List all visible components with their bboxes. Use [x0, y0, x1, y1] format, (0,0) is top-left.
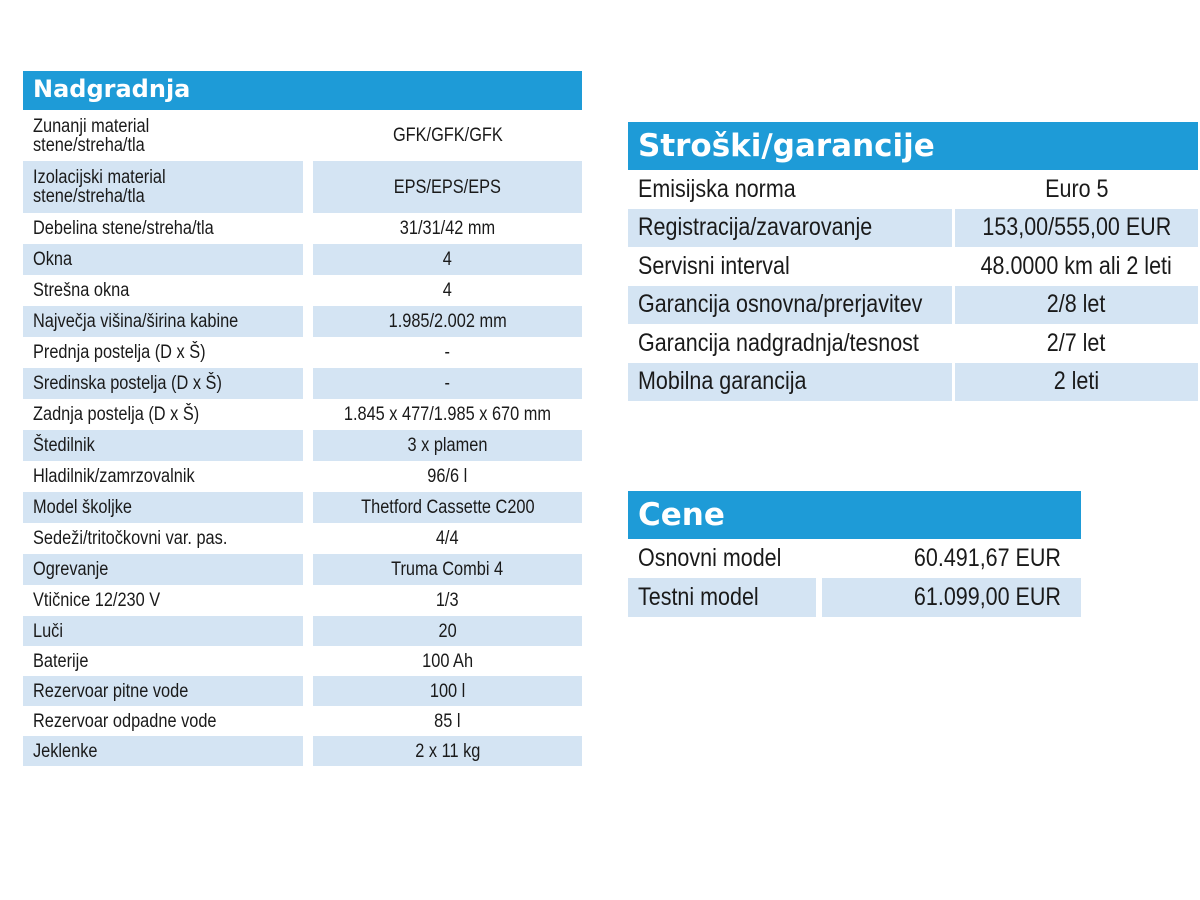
row-value: 2 leti [955, 363, 1198, 402]
table-row [23, 244, 582, 275]
row-label: Emisijska norma [638, 174, 796, 203]
cene-table [628, 491, 1081, 617]
row-label: Vtičnice 12/230 V [33, 590, 161, 611]
row-label: Garancija osnovna/prerjavitev [628, 286, 952, 325]
table-row [23, 646, 582, 676]
table-row [23, 275, 582, 306]
row-label: Baterije [33, 650, 89, 672]
stroski-table [628, 122, 1198, 401]
row-label: Debelina stene/streha/tla [33, 218, 214, 239]
row-value: 20 [313, 616, 582, 646]
table-row [23, 399, 582, 430]
table-row [628, 578, 1081, 617]
row-label: Štedilnik [23, 430, 303, 461]
row-label: Model školjke [23, 492, 303, 523]
row-label: Zadnja postelja (D x Š) [33, 404, 200, 425]
row-value: 3 x plamen [313, 430, 582, 461]
row-label: Ogrevanje [23, 554, 303, 585]
row-label: Osnovni model [638, 544, 782, 572]
table-row [23, 430, 582, 461]
row-label: Hladilnik/zamrzovalnik [33, 466, 195, 487]
table-row [23, 706, 582, 736]
row-label: Garancija nadgradnja/tesnost [638, 328, 919, 357]
row-label: Strešna okna [33, 280, 130, 301]
row-value: 4 [313, 244, 582, 275]
table-row [23, 736, 582, 766]
table-row [23, 461, 582, 492]
row-label: Izolacijski material stene/streha/tla [23, 161, 303, 213]
row-value: 31/31/42 mm [399, 218, 496, 239]
row-label: Mobilna garancija [628, 363, 952, 402]
row-value: 1.985/2.002 mm [313, 306, 582, 337]
row-label: Registracija/zavarovanje [628, 209, 952, 248]
table-row [23, 523, 582, 554]
table-row [23, 676, 582, 706]
row-label: Luči [23, 616, 303, 646]
row-label: Okna [23, 244, 303, 275]
row-value: Euro 5 [1044, 174, 1109, 203]
row-value: GFK/GFK/GFK [392, 125, 503, 146]
nadgradnja-table [23, 71, 582, 766]
nadgradnja-header: Nadgradnja [23, 71, 582, 110]
row-value: 2 x 11 kg [313, 736, 582, 766]
row-label: Servisni interval [638, 251, 790, 280]
table-row [23, 554, 582, 585]
table-row [23, 110, 582, 161]
row-value: Truma Combi 4 [313, 554, 582, 585]
row-value: 2/8 let [955, 286, 1198, 325]
row-label: Največja višina/širina kabine [23, 306, 303, 337]
row-value: 4 [442, 280, 453, 301]
table-row [23, 306, 582, 337]
row-label: Zunanji material stene/streha/tla [33, 115, 150, 156]
row-value: 85 l [434, 710, 461, 732]
row-value: 153,00/555,00 EUR [955, 209, 1198, 248]
table-row [23, 492, 582, 523]
row-label: Prednja postelja (D x Š) [33, 342, 206, 363]
row-value: 96/6 l [427, 466, 468, 487]
row-value: - [444, 342, 451, 363]
table-row [628, 247, 1198, 286]
cene-header: Cene [628, 491, 1081, 539]
row-value: 2/7 let [1047, 328, 1106, 357]
row-value: - [313, 368, 582, 399]
table-row [23, 213, 582, 244]
row-value: 48.0000 km ali 2 leti [980, 251, 1173, 280]
table-row [23, 368, 582, 399]
row-value: 61.099,00 EUR [822, 578, 1081, 617]
row-label: Rezervoar pitne vode [23, 676, 303, 706]
row-value: 4/4 [436, 528, 459, 549]
table-row [628, 324, 1198, 363]
table-row [23, 161, 582, 213]
row-value: 100 Ah [422, 650, 473, 672]
stroski-header: Stroški/garancije [628, 122, 1198, 170]
row-label: Rezervoar odpadne vode [33, 710, 217, 732]
row-value: 1.845 x 477/1.985 x 670 mm [343, 404, 552, 425]
table-row [628, 286, 1198, 325]
table-row [628, 209, 1198, 248]
row-label: Testni model [628, 578, 816, 617]
row-label: Jeklenke [23, 736, 303, 766]
row-value: 60.491,67 EUR [913, 544, 1061, 572]
row-label: Sedeži/tritočkovni var. pas. [33, 528, 228, 549]
row-value: EPS/EPS/EPS [313, 161, 582, 213]
row-value: 1/3 [436, 590, 459, 611]
table-row [23, 616, 582, 646]
table-row [628, 539, 1081, 578]
row-value: Thetford Cassette C200 [313, 492, 582, 523]
table-row [628, 170, 1198, 209]
row-value: 100 l [313, 676, 582, 706]
row-label: Sredinska postelja (D x Š) [23, 368, 303, 399]
table-row [23, 585, 582, 616]
table-row [628, 363, 1198, 402]
table-row [23, 337, 582, 368]
